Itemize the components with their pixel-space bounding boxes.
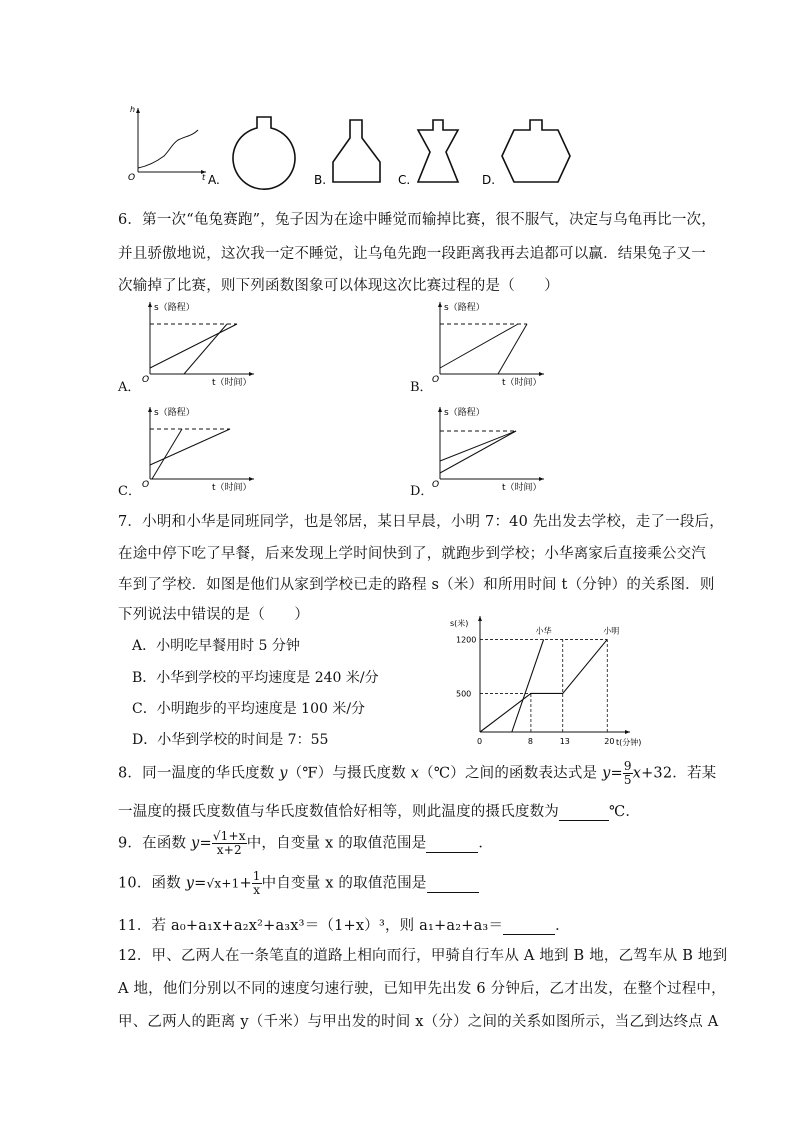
x-tick-label: 0 bbox=[477, 737, 483, 746]
q6-graph-c bbox=[142, 403, 262, 493]
svg-text:O: O bbox=[142, 375, 150, 385]
svg-text:t（时间）: t（时间） bbox=[502, 483, 542, 493]
q7-choice-d: D．小华到学校的时间是 7：55 bbox=[132, 732, 329, 748]
svg-text:t（时间）: t（时间） bbox=[212, 483, 252, 493]
q9-line: 9．在函数 y= $\frac{√1+x}{x+2}$ 中，自变量 x 的取值范围是 ． bbox=[118, 829, 494, 857]
x-axis-label: t(分钟) bbox=[616, 738, 642, 747]
q12-line-2: A 地，他们分别以不同的速度匀速行驶，已知甲先出发 6 分钟后，乙才出发，在整个过程中， bbox=[118, 981, 726, 997]
q5-axis-h: h bbox=[130, 105, 136, 114]
y-axis-label: s(米) bbox=[450, 619, 469, 628]
series-xiaohua bbox=[512, 639, 544, 732]
svg-text:s（路程）: s（路程） bbox=[444, 408, 485, 418]
q7-choice-b: B．小华到学校的平均速度是 240 米/分 bbox=[132, 670, 379, 686]
q6-graph-d bbox=[432, 403, 552, 493]
svg-text:s（路程）: s（路程） bbox=[444, 303, 485, 313]
q8-line-2: 一温度的摄氏度数值与华氏度数值恰好相等，则此温度的摄氏度数为 ℃． bbox=[118, 804, 641, 820]
svg-text:O: O bbox=[432, 480, 440, 490]
q7-chart bbox=[448, 612, 642, 748]
q5-vessel-b bbox=[333, 120, 380, 182]
q5-vessel-a bbox=[233, 117, 295, 189]
q7-line-3: 车到了学校．如图是他们从家到学校已走的路程 s（米）和所用时间 t（分钟）的关系图．则 bbox=[118, 577, 715, 593]
y-tick-label: 1200 bbox=[456, 635, 477, 645]
q5-option-b: B. bbox=[314, 173, 327, 187]
svg-text:t（时间）: t（时间） bbox=[212, 378, 252, 388]
q10-line: 10．函数 y=√x+1+ $\frac{1}{x}$ 中自变量 x 的取值范围是 bbox=[118, 870, 479, 897]
svg-text:s（路程）: s（路程） bbox=[154, 303, 195, 313]
y-tick-label: 500 bbox=[456, 689, 472, 699]
q7-choice-a: A．小明吃早餐用时 5 分钟 bbox=[132, 638, 300, 654]
label-xiaoming: 小明 bbox=[603, 626, 620, 636]
q9-fraction: $\frac{√1+x}{x+2}$ bbox=[212, 829, 246, 857]
x-axis-arrow bbox=[625, 730, 630, 734]
q11-answer-blank[interactable] bbox=[503, 918, 555, 935]
q5-vessel-d bbox=[502, 120, 570, 182]
q5-axis-t: t bbox=[202, 173, 206, 182]
q6-graph-b bbox=[432, 298, 552, 388]
q11-line: 11．若 a₀+a₁x+a₂x²+a₃x³＝（1+x）³，则 a₁+a₂+a₃＝ ． bbox=[118, 918, 570, 934]
q5-option-c: C. bbox=[398, 173, 411, 187]
q12-line-3: 甲、乙两人的距离 y（千米）与甲出发的时间 x（分）之间的关系如图所示，当乙到达终点 A bbox=[118, 1014, 719, 1030]
q8-answer-blank[interactable] bbox=[559, 804, 609, 821]
q8-fraction: $\frac{9}{5}$ bbox=[623, 759, 632, 787]
q6-option-c: C． bbox=[118, 484, 141, 499]
x-tick-label: 8 bbox=[527, 737, 534, 746]
q5-figures bbox=[118, 100, 588, 192]
q6-option-d: D． bbox=[410, 484, 434, 499]
q9-answer-blank[interactable] bbox=[426, 836, 478, 853]
q8-line-1: 8．同一温度的华氏度数 y（℉）与摄氏度数 x（℃）之间的函数表达式是 y= $\frac{9}{5}$ x+32．若某 bbox=[118, 759, 717, 787]
q5-vessel-c bbox=[418, 120, 458, 182]
q6-option-b: B． bbox=[410, 380, 433, 395]
series-xiaoming bbox=[480, 639, 607, 732]
q5-graph bbox=[128, 105, 206, 183]
q6-line-3: 次输掉了比赛，则下列函数图象可以体现这次比赛过程的是（ ） bbox=[118, 278, 559, 294]
q6-line-1: 6．第一次“龟兔赛跑”，兔子因为在途中睡觉而输掉比赛，很不服气，决定与乌龟再比一次， bbox=[118, 212, 716, 228]
q6-graph-a bbox=[142, 298, 262, 388]
q5-option-d: D. bbox=[482, 173, 496, 187]
q10-answer-blank[interactable] bbox=[427, 876, 479, 893]
label-xiaohua: 小华 bbox=[535, 626, 552, 636]
q7-line-1: 7．小明和小华是同班同学，也是邻居，某日早晨，小明 7：40 先出发去学校，走了一段后， bbox=[118, 514, 724, 530]
q7-line-2: 在途中停下吃了早餐，后来发现上学时间快到了，就跑步到学校；小华离家后直接乘公交汽 bbox=[118, 546, 706, 562]
svg-text:s（路程）: s（路程） bbox=[154, 408, 195, 418]
q10-fraction: $\frac{1}{x}$ bbox=[252, 869, 261, 897]
q5-option-a: A. bbox=[208, 173, 220, 187]
q7-line-4: 下列说法中错误的是（ ） bbox=[118, 607, 310, 623]
q5-origin: O bbox=[128, 173, 136, 183]
svg-text:O: O bbox=[142, 480, 150, 490]
y-axis-arrow bbox=[478, 616, 482, 621]
q12-line-1: 12．甲、乙两人在一条笔直的道路上相向而行，甲骑自行车从 A 地到 B 地，乙驾车从 B 地到 bbox=[118, 948, 728, 964]
q7-choice-c: C．小明跑步的平均速度是 100 米/分 bbox=[132, 701, 366, 717]
q6-option-a: A． bbox=[118, 380, 141, 395]
svg-text:t（时间）: t（时间） bbox=[502, 378, 542, 388]
q6-line-2: 并且骄傲地说，这次我一定不睡觉，让乌龟先跑一段距离我再去追都可以赢．结果兔子又一 bbox=[118, 246, 706, 262]
x-tick-label: 13 bbox=[559, 737, 570, 746]
svg-text:O: O bbox=[432, 375, 440, 385]
x-tick-label: 20 bbox=[604, 737, 615, 746]
